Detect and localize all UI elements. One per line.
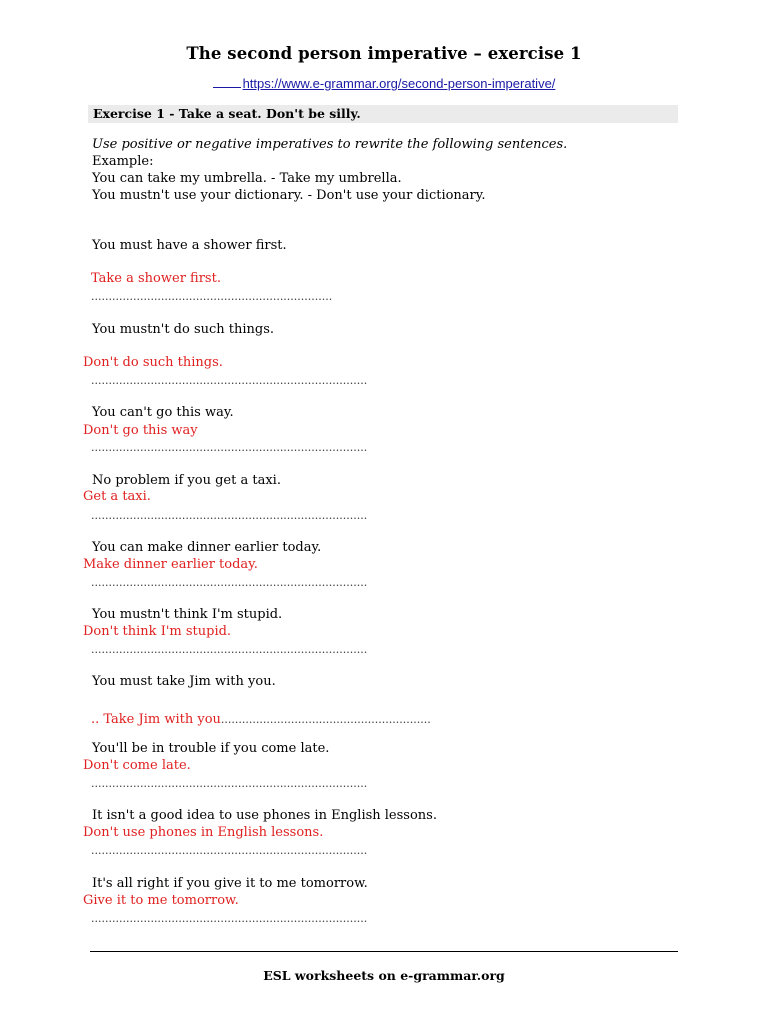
answer-line: ............................................................ [220, 713, 431, 726]
page-title: The second person imperative – exercise 1 [186, 44, 582, 63]
instructions: Use positive or negative imperatives to rewrite the following sentences. [92, 137, 568, 152]
example-line-1: You can take my umbrella. - Take my umbrella. [92, 171, 402, 186]
answer-text: Don't come late. [83, 758, 191, 773]
footer-divider [90, 951, 678, 952]
question-sentence: You can make dinner earlier today. [92, 540, 322, 555]
answer-line: ............................................................................... [91, 576, 368, 589]
question-sentence: You'll be in trouble if you come late. [92, 741, 330, 756]
answer-text: Make dinner earlier today. [83, 557, 258, 572]
answer-line: ............................................................................... [91, 509, 368, 522]
answer-line: ............................................................................... [91, 912, 368, 925]
source-link[interactable] [0, 75, 768, 91]
answer-line: ............................................................................... [91, 777, 368, 790]
answer-line: ............................................................................... [91, 374, 368, 387]
question-sentence: You must have a shower first. [92, 238, 287, 253]
answer-with-line [91, 708, 431, 727]
footer-text: ESL worksheets on e-grammar.org [263, 968, 505, 983]
answer-text: .. Take Jim with you [91, 712, 221, 727]
answer-text: Don't go this way [83, 423, 198, 438]
example-label: Example: [92, 154, 154, 169]
answer-line: ............................................................................... [91, 441, 368, 454]
answer-text: Don't use phones in English lessons. [83, 825, 324, 840]
question-sentence: You must take Jim with you. [92, 674, 276, 689]
answer-line: ............................................................................... [91, 643, 368, 656]
answer-line: ..................................................................... [91, 290, 333, 303]
question-sentence: It's all right if you give it to me tomorrow. [92, 876, 368, 891]
example-line-2: You mustn't use your dictionary. - Don't use your dictionary. [92, 188, 486, 203]
answer-text: Take a shower first. [91, 271, 221, 286]
answer-text: Don't do such things. [83, 355, 223, 370]
question-sentence: You mustn't think I'm stupid. [92, 607, 283, 622]
question-sentence: You mustn't do such things. [92, 322, 275, 337]
link-underline-pad [213, 75, 241, 88]
question-sentence: You can't go this way. [92, 405, 234, 420]
answer-text: Don't think I'm stupid. [83, 624, 232, 639]
answer-line: ............................................................................... [91, 844, 368, 857]
question-sentence: It isn't a good idea to use phones in English lessons. [92, 808, 437, 823]
answer-text: Get a taxi. [83, 489, 151, 504]
answer-text: Give it to me tomorrow. [83, 893, 239, 908]
question-sentence: No problem if you get a taxi. [92, 473, 281, 488]
exercise-heading: Exercise 1 - Take a seat. Don't be silly. [93, 106, 361, 121]
source-link-text[interactable]: https://www.e-grammar.org/second-person-imperative/ [242, 76, 556, 91]
